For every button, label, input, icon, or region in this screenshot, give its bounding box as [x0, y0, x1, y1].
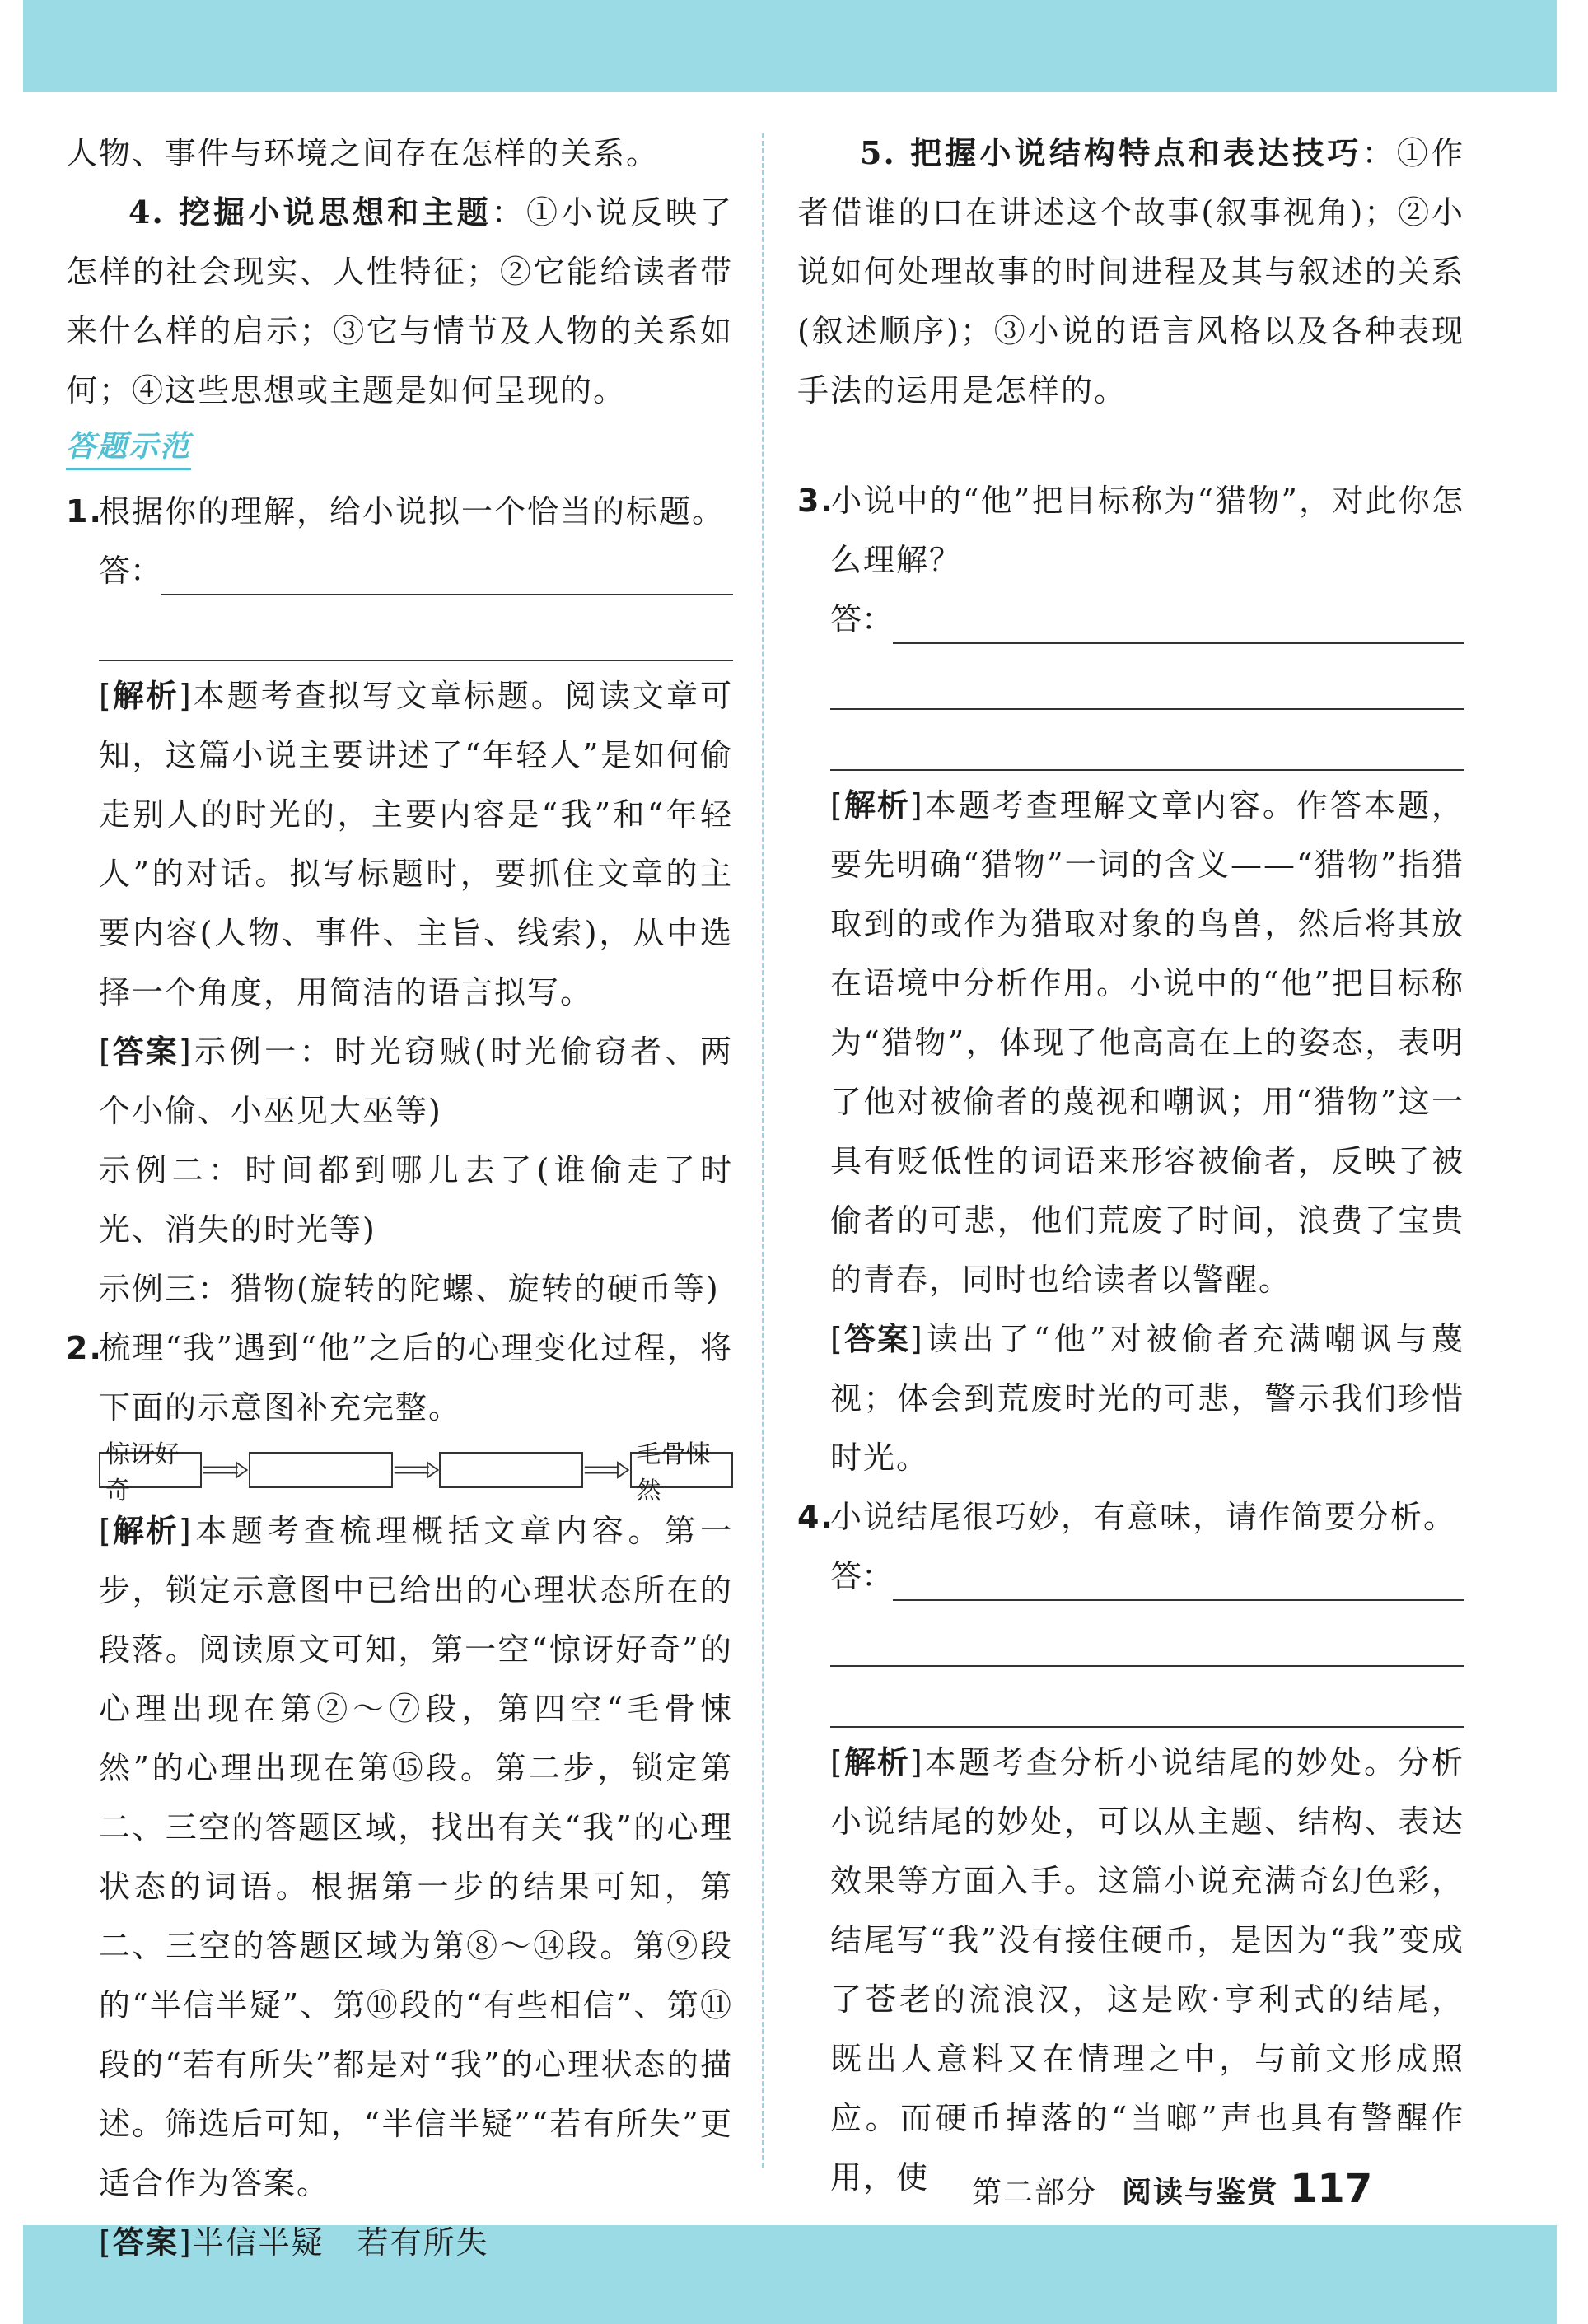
- q2-analysis: [99, 1501, 733, 2213]
- footer-section: 阅读与鉴赏: [1122, 2176, 1279, 2210]
- right-margin: [1557, 0, 1588, 2324]
- q4-analysis: [830, 1733, 1464, 2207]
- q3-number: 3.: [797, 483, 834, 519]
- page-number: 117: [1290, 2166, 1373, 2212]
- arrow-right-icon: [202, 1460, 249, 1480]
- q3-answer-line-3[interactable]: [830, 710, 1464, 771]
- q1-number: 1.: [66, 493, 103, 530]
- q1-answer-label: 答：: [99, 553, 162, 589]
- q3-answer-line[interactable]: [893, 600, 1464, 644]
- q1-answer-row: [99, 541, 733, 600]
- left-margin: [0, 0, 23, 2324]
- q1-answer-line-2[interactable]: [99, 600, 733, 661]
- q2-analysis-tag: [解析]: [99, 1513, 193, 1549]
- demo-label: 答题示范: [66, 427, 191, 470]
- q1-answer-line[interactable]: [161, 551, 733, 595]
- point-5: [797, 124, 1464, 420]
- q2-text: 梳理“我”遇到“他”之后的心理变化过程，将下面的示意图补充完整。: [99, 1330, 733, 1426]
- q4-answer-line-2[interactable]: [830, 1606, 1464, 1667]
- q1-answer-2: 示例二：时间都到哪儿去了(谁偷走了时光、消失的时光等): [99, 1152, 733, 1248]
- question-1: [66, 482, 733, 1318]
- diagram-blank-2[interactable]: [249, 1452, 393, 1488]
- q4-answer-line[interactable]: [893, 1556, 1464, 1601]
- q3-analysis-text: 本题考查理解文章内容。作答本题，要先明确“猎物”一词的含义——“猎物”指猎取到的或作为猎取对象的鸟兽，然后将其放在语境中分析作用。小说中的“他”把目标称为“猎物”，体现了他高高在上的姿态，表明了他对被偷者的蔑视和嘲讽；用“猎物”这一具有贬低性的词语来形容被偷者，反映了被偷者的可悲，他们荒废了时间，浪费了宝贵的青春，同时也给读者以警醒。: [830, 787, 1464, 1298]
- footer-part: 第二部分: [972, 2176, 1098, 2210]
- top-color-band: [0, 0, 1588, 92]
- q3-analysis: [830, 776, 1464, 1309]
- diagram-end-box: 毛骨悚然: [630, 1452, 733, 1488]
- right-column: [797, 124, 1464, 2207]
- diagram-start-box: 惊讶好奇: [99, 1452, 202, 1488]
- column-divider: [762, 133, 764, 2168]
- q4-number: 4.: [797, 1499, 834, 1535]
- q4-text: 小说结尾很巧妙，有意味，请作简要分析。: [830, 1499, 1457, 1535]
- point-5-title: 5. 把握小说结构特点和表达技巧: [860, 134, 1362, 171]
- q1-analysis-text: 本题考查拟写文章标题。阅读文章可知，这篇小说主要讲述了“年轻人”是如何偷走别人的时光的，主要内容是“我”和“年轻人”的对话。拟写标题时，要抓住文章的主要内容(人物、事件、主旨、线索)，从中选择一个角度，用简洁的语言拟写。: [99, 678, 733, 1010]
- left-column: [66, 124, 733, 2272]
- q4-answer-line-3[interactable]: [830, 1667, 1464, 1728]
- q2-answer-tag: [答案]: [99, 2224, 193, 2261]
- q1-text: 根据你的理解，给小说拟一个恰当的标题。: [99, 493, 726, 530]
- q4-answer-label: 答：: [830, 1558, 894, 1594]
- q3-analysis-tag: [解析]: [830, 787, 924, 824]
- q1-analysis: [99, 666, 733, 1022]
- flow-diagram: [99, 1440, 733, 1505]
- q2-answer-text: 半信半疑 若有所失: [192, 2224, 489, 2261]
- q3-answer-row: [830, 590, 1464, 649]
- page-footer: [972, 2166, 1372, 2215]
- q3-answer-line-2[interactable]: [830, 649, 1464, 710]
- point-4-title: 4. 挖掘小说思想和主题: [128, 194, 492, 231]
- q3-answer: [830, 1309, 1464, 1487]
- point-4: [66, 183, 733, 420]
- point-5-body: ：①作者借谁的口在讲述这个故事(叙事视角)；②小说如何处理故事的时间进程及其与叙述的关系(叙述顺序)；③小说的语言风格以及各种表现手法的运用是怎样的。: [797, 135, 1464, 408]
- q4-analysis-tag: [解析]: [830, 1744, 924, 1780]
- arrow-right-icon: [583, 1460, 630, 1480]
- q4-answer-row: [830, 1547, 1464, 1606]
- q1-answer-1: 示例一：时光窃贼(时光偷窃者、两个小偷、小巫见大巫等): [99, 1034, 733, 1129]
- demo-heading: [66, 420, 733, 482]
- q2-answer: [99, 2213, 733, 2272]
- question-3: [797, 471, 1464, 1487]
- q4-analysis-text: 本题考查分析小说结尾的妙处。分析小说结尾的妙处，可以从主题、结构、表达效果等方面入手。这篇小说充满奇幻色彩，结尾写“我”没有接住硬币，是因为“我”变成了苍老的流浪汉，这是欧·亨利式的结尾，既出人意料又在情理之中，与前文形成照应。而硬币掉落的“当啷”声也具有警醒作用，使: [830, 1744, 1464, 2196]
- q1-answer-tag: [答案]: [99, 1034, 193, 1070]
- point-4-body: ：①小说反映了怎样的社会现实、人性特征；②它能给读者带来什么样的启示；③它与情节及人物的关系如何；④这些思想或主题是如何呈现的。: [66, 194, 733, 408]
- q3-text: 小说中的“他”把目标称为“猎物”，对此你怎么理解？: [830, 483, 1464, 578]
- q2-number: 2.: [66, 1330, 103, 1366]
- question-4: [797, 1487, 1464, 2207]
- q3-answer-label: 答：: [830, 601, 894, 637]
- q1-answer-3: 示例三：猎物(旋转的陀螺、旋转的硬币等): [99, 1271, 720, 1307]
- q3-answer-text: 读出了“他”对被偷者充满嘲讽与蔑视；体会到荒废时光的可悲，警示我们珍惜时光。: [830, 1321, 1464, 1476]
- q3-answer-tag: [答案]: [830, 1321, 924, 1357]
- question-2: [66, 1318, 733, 2272]
- q2-analysis-text: 本题考查梳理概括文章内容。第一步，锁定示意图中已给出的心理状态所在的段落。阅读原文可知，第一空“惊讶好奇”的心理出现在第②～⑦段，第四空“毛骨悚然”的心理出现在第⑮段。第二步，锁定第二、三空的答题区域，找出有关“我”的心理状态的词语。根据第一步的结果可知，第二、三空的答题区域为第⑧～⑭段。第⑨段的“半信半疑”、第⑩段的“有些相信”、第⑪段的“若有所失”都是对“我”的心理状态的描述。筛选后可知，“半信半疑”“若有所失”更适合作为答案。: [99, 1513, 733, 2201]
- diagram-blank-3[interactable]: [439, 1452, 583, 1488]
- spacer: [797, 420, 1464, 471]
- arrow-right-icon: [393, 1460, 440, 1480]
- q1-answer: [99, 1022, 733, 1141]
- q1-analysis-tag: [解析]: [99, 678, 193, 714]
- intro-continuation: 人物、事件与环境之间存在怎样的关系。: [66, 135, 660, 171]
